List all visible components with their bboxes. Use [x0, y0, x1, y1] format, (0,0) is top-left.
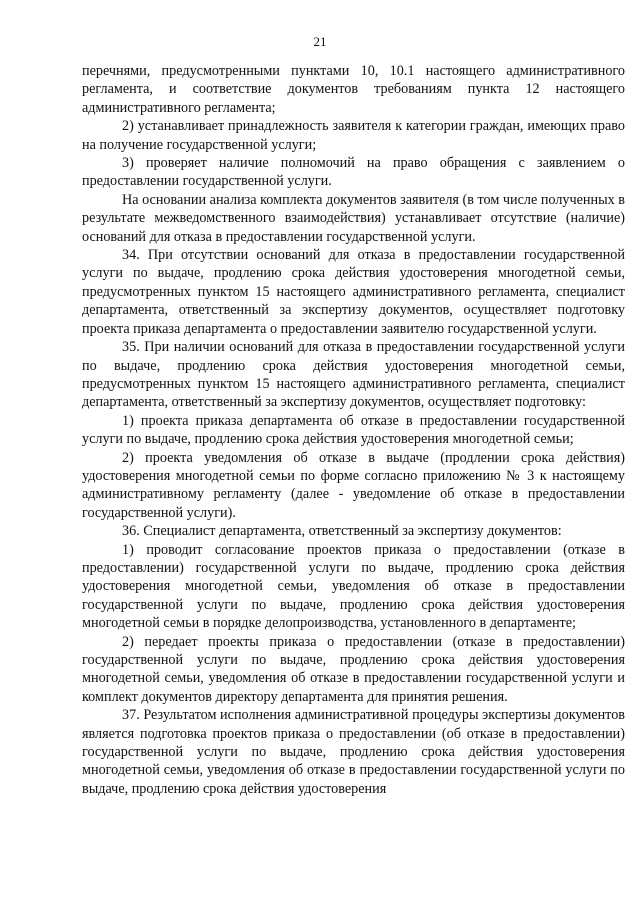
paragraph-analysis-basis: На основании анализа комплекта документов заявителя (в том числе полученных в результате межведомственного взаимодействия) устанавливает отсутствие (наличие) оснований для отказа в предоставлении государственной услуги. — [82, 191, 625, 245]
paragraph-37: 37. Результатом исполнения административной процедуры экспертизы документов является подготовка проектов приказа о предоставлении (об отказе в предоставлении) государственной услуги по выдаче, продлению срока действия удостоверения многодетной семьи, уведомления об отказе в предоставлении государственной услуги по выдаче, продлению срока действия удостоверения — [82, 707, 625, 797]
paragraph-item-2-affiliation: 2) устанавливает принадлежность заявителя к категории граждан, имеющих право на получение государственной услуги; — [82, 118, 625, 153]
paragraph-continuation: перечнями, предусмотренными пунктами 10, 10.1 настоящего административного регламента, и соответствие документов требованиям пункта 12 настоящего административного регламента; — [82, 63, 625, 116]
paragraph-35-item-1: 1) проекта приказа департамента об отказе в предоставлении государственной услуги по выдаче, продлению срока действия удостоверения многодетной семьи; — [82, 412, 625, 448]
paragraph-35: 35. При наличии оснований для отказа в предоставлении государственной услуги по выдаче, продлению срока действия удостоверения многодетной семьи, предусмотренных пунктом 15 настоящего административного регламента, специалист департамента, ответственный за экспертизу документов, осуществляет подготовку: — [82, 339, 625, 411]
paragraph-36: 36. Специалист департамента, ответственный за экспертизу документов: — [122, 523, 562, 540]
paragraph-35-item-2: 2) проекта уведомления об отказе в выдаче (продлении срока действия) удостоверения многодетной семьи по форме согласно приложению № 3 к настоящему административному регламенту (далее - уведомление об отказе в предоставлении государственной услуги). — [82, 449, 625, 521]
paragraph-item-3-authority: 3) проверяет наличие полномочий на право обращения с заявлением о предоставлении государственной услуги. — [82, 155, 625, 190]
paragraph-36-item-2: 2) передает проекты приказа о предоставлении (отказе в предоставлении) государственной услуги по выдаче, продлению срока действия удостоверения многодетной семьи, уведомления об отказе в предоставлении государственной услуги и комплект документов директору департамента для принятия решения. — [82, 633, 625, 705]
paragraph-34: 34. При отсутствии оснований для отказа в предоставлении государственной услуги по выдаче, продлению срока действия удостоверения многодетной семьи, предусмотренных пунктом 15 настоящего административного регламента, специалист департамента, ответственный за экспертизу документов, осуществляет подготовку проекта приказа департамента о предоставлении заявителю государственной услуги. — [82, 247, 625, 337]
page-number: 21 — [313, 34, 327, 49]
page-body — [82, 62, 625, 798]
paragraph-36-item-1: 1) проводит согласование проектов приказа о предоставлении (отказе в предоставлении) государственной услуги по выдаче, продлению срока действия удостоверения многодетной семьи, уведомления об отказе в предоставлении государственной услуги по выдаче, продлению срока действия удостоверения многодетной семьи в порядке делопроизводства, установленного в департаменте; — [82, 541, 625, 632]
